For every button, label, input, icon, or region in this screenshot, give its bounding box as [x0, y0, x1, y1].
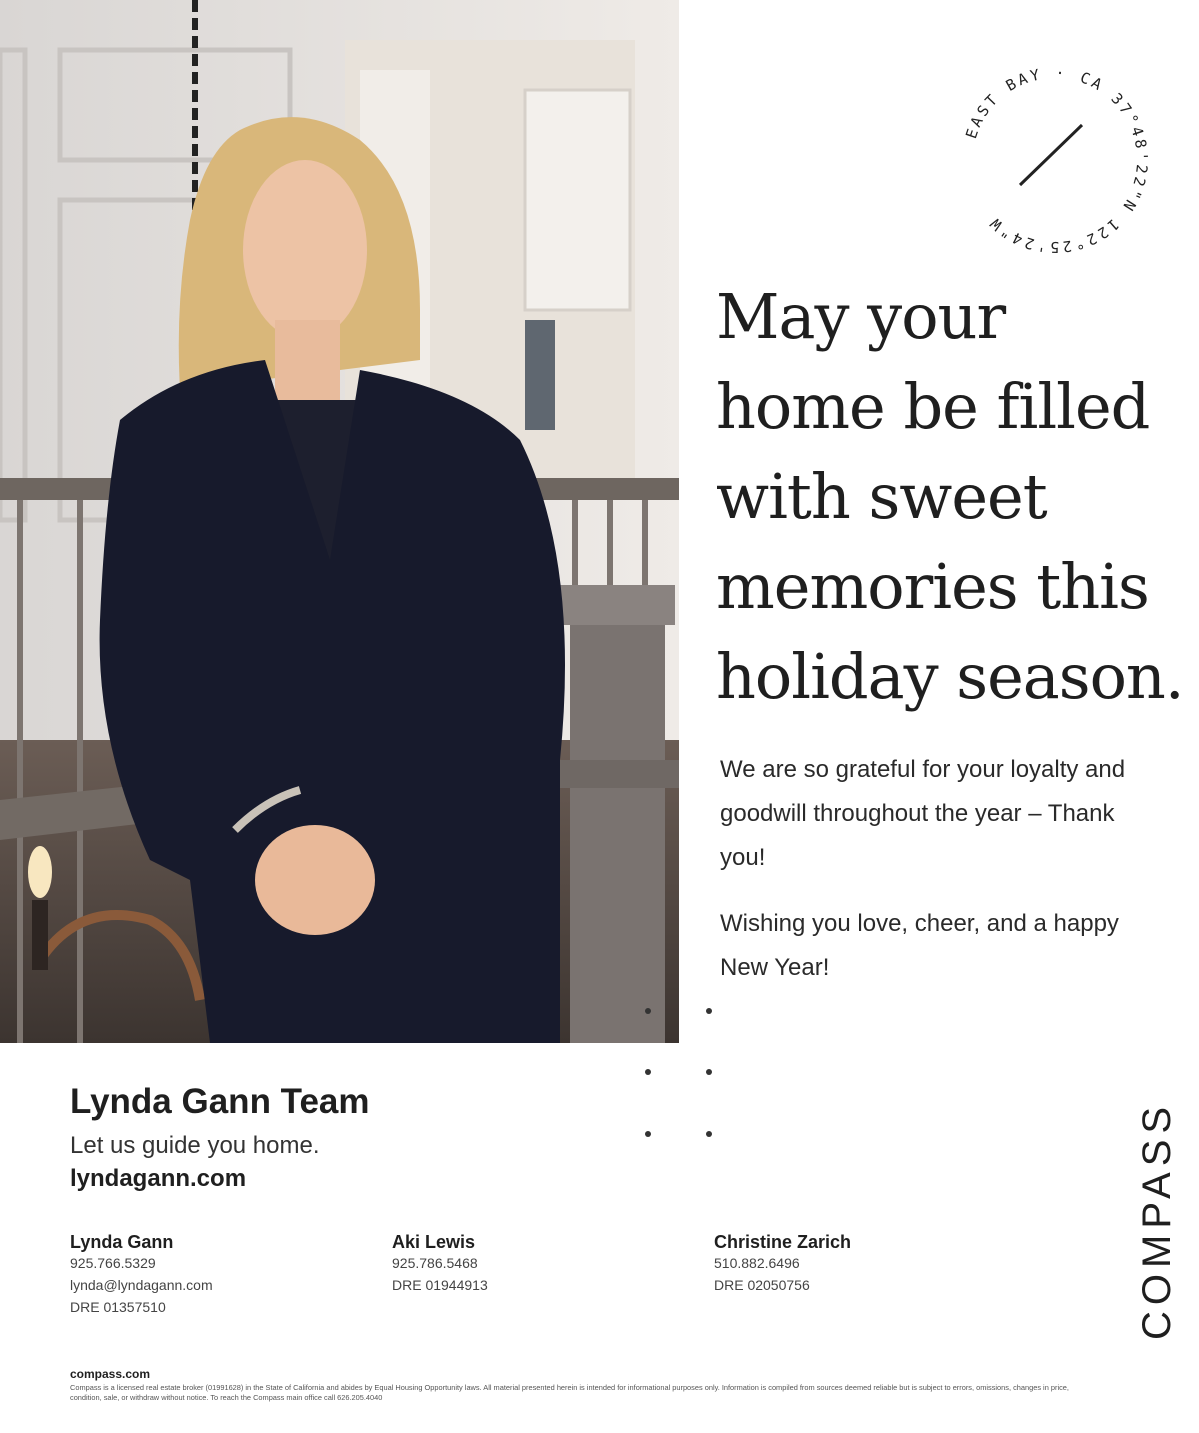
footer-url-link[interactable]: compass.com [70, 1367, 151, 1381]
team-website-link[interactable]: lyndagann.com [70, 1165, 247, 1192]
message-paragraph: We are so grateful for your loyalty and goodwill throughout the year – Thank you! [720, 756, 1126, 871]
agent-dre: DRE 01357510 [70, 1299, 166, 1315]
dot [706, 1069, 712, 1075]
agent-name: Christine Zarich [714, 1232, 852, 1252]
svg-text:EAST BAY · CA 37°48'22"N 122°: EAST BAY · CA 37°48'22"N 122°25'24"W [962, 63, 1152, 257]
agent-phone[interactable]: 510.882.6496 [714, 1255, 800, 1271]
headline [716, 272, 1186, 722]
agent-phone[interactable]: 925.786.5468 [392, 1255, 478, 1271]
agent-email[interactable]: lynda@lyndagann.com [70, 1277, 213, 1293]
decorative-dots [643, 1005, 718, 1145]
message-paragraph: Wishing you love, cheer, and a happy New Year! [720, 910, 1119, 981]
agent-name: Lynda Gann [70, 1232, 174, 1252]
headline-line: holiday season. [716, 640, 1184, 713]
agent-contact-aki [392, 1232, 692, 1296]
agent-contact-lynda [70, 1232, 370, 1318]
team-tagline: Let us guide you home. [70, 1132, 320, 1159]
coordinate-seal-icon [950, 55, 1160, 265]
dot [706, 1008, 712, 1014]
agent-portrait-photo [0, 0, 679, 1043]
agent-contact-christine [714, 1232, 1014, 1296]
dot [645, 1131, 651, 1137]
dot [645, 1008, 651, 1014]
legal-disclaimer: Compass is a licensed real estate broker (01991628) in the State of California and abides by Equal Housing Opportunity laws. All material presented herein is intended for informational purposes only. Information is compiled from sources deemed reliable but is subject to errors, omissions, changes in price, condition, sale, or withdraw without notice. To reach the Compass main office call 626.205.4040 [70, 1383, 1069, 1402]
headline-line: with sweet [716, 460, 1047, 533]
dot [645, 1069, 651, 1075]
headline-line: memories this [716, 550, 1149, 623]
holiday-message [720, 748, 1160, 1012]
team-name: Lynda Gann Team [70, 1082, 370, 1121]
agent-name: Aki Lewis [392, 1232, 476, 1252]
dot [706, 1131, 712, 1137]
headline-line: May your [716, 280, 1006, 353]
agent-phone[interactable]: 925.766.5329 [70, 1255, 156, 1271]
compass-logo-icon: COMPASS [1135, 1100, 1179, 1340]
agent-dre: DRE 02050756 [714, 1277, 810, 1293]
headline-line: home be filled [716, 370, 1150, 443]
agent-dre: DRE 01944913 [392, 1277, 488, 1293]
